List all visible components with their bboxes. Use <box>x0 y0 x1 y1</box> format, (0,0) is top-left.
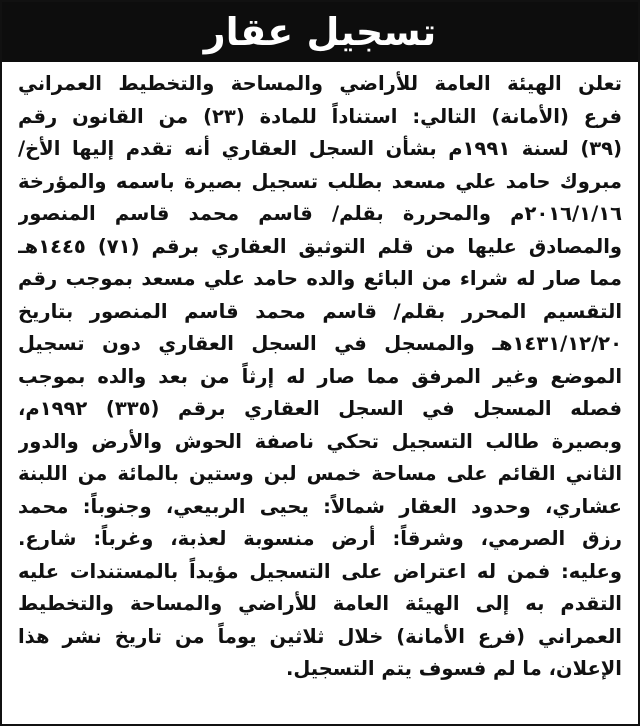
notice-line: ٢٠١٦/١/١٦م والمحررة بقلم/ قاسم محمد قاسم المنصور <box>18 202 622 225</box>
notice-line: التقسيم المحرر بقلم/ قاسم محمد قاسم المنصور بتاريخ <box>18 299 622 323</box>
notice-line: والمصادق عليها من قلم التوثيق العقاري برقم (٧١) ١٤٤٥هـ <box>18 234 622 258</box>
notice-header <box>2 2 638 62</box>
notice-line: مبروك حامد علي مسعد بطلب تسجيل بصيرة باسمه والمؤرخة <box>18 169 622 193</box>
notice-line: فرع (الأمانة) التالي: استناداً للمادة (٢٣) من القانون رقم <box>18 104 622 128</box>
notice-line: وعليه: فمن له اعتراض على التسجيل مؤيداً بالمستندات عليه <box>18 559 622 583</box>
notice-line: مما صار له شراء من البائع والده حامد علي مسعد بموجب رقم <box>18 267 622 290</box>
notice-line: تعلن الهيئة العامة للأراضي والمساحة والتخطيط العمراني <box>18 72 622 95</box>
notice-line: عشاري، وحدود العقار شمالاً: يحيى الربيعي، وجنوباً: محمد <box>18 494 622 518</box>
notice-title: تسجيل عقار <box>203 10 437 54</box>
notice-body <box>2 64 638 686</box>
notice-line: العمراني (فرع الأمانة) خلال ثلاثين يوماً من تاريخ نشر هذا <box>18 624 622 648</box>
notice-line: التقدم به إلى الهيئة العامة للأراضي والمساحة والتخطيط <box>18 592 622 615</box>
notice-line: وبصيرة طالب التسجيل تحكي ناصفة الحوش والأرض والدور <box>18 429 622 453</box>
notice-line: الموضع وغير المرفق مما صار له إرثاً من بعد والده بموجب <box>18 364 622 388</box>
notice-line: رزق الصرمي، وشرقاً: أرض منسوبة لعذبة، وغرباً: شارع. <box>18 527 622 550</box>
notice-line: الثاني القائم على مساحة خمس لبن وستين بالمائة من اللبنة <box>18 462 622 485</box>
notice-line: ١٤٣١/١٢/٢٠هـ والمسجل في السجل العقاري دون تسجيل <box>18 332 622 355</box>
notice-line: الإعلان، ما لم فسوف يتم التسجيل. <box>285 657 622 680</box>
notice-line: فصله المسجل في السجل العقاري برقم (٣٣٥) ١٩٩٢م، <box>18 397 622 420</box>
notice-line: (٣٩) لسنة ١٩٩١م بشأن السجل العقاري أنه تقدم إليها الأخ/ <box>18 137 622 160</box>
